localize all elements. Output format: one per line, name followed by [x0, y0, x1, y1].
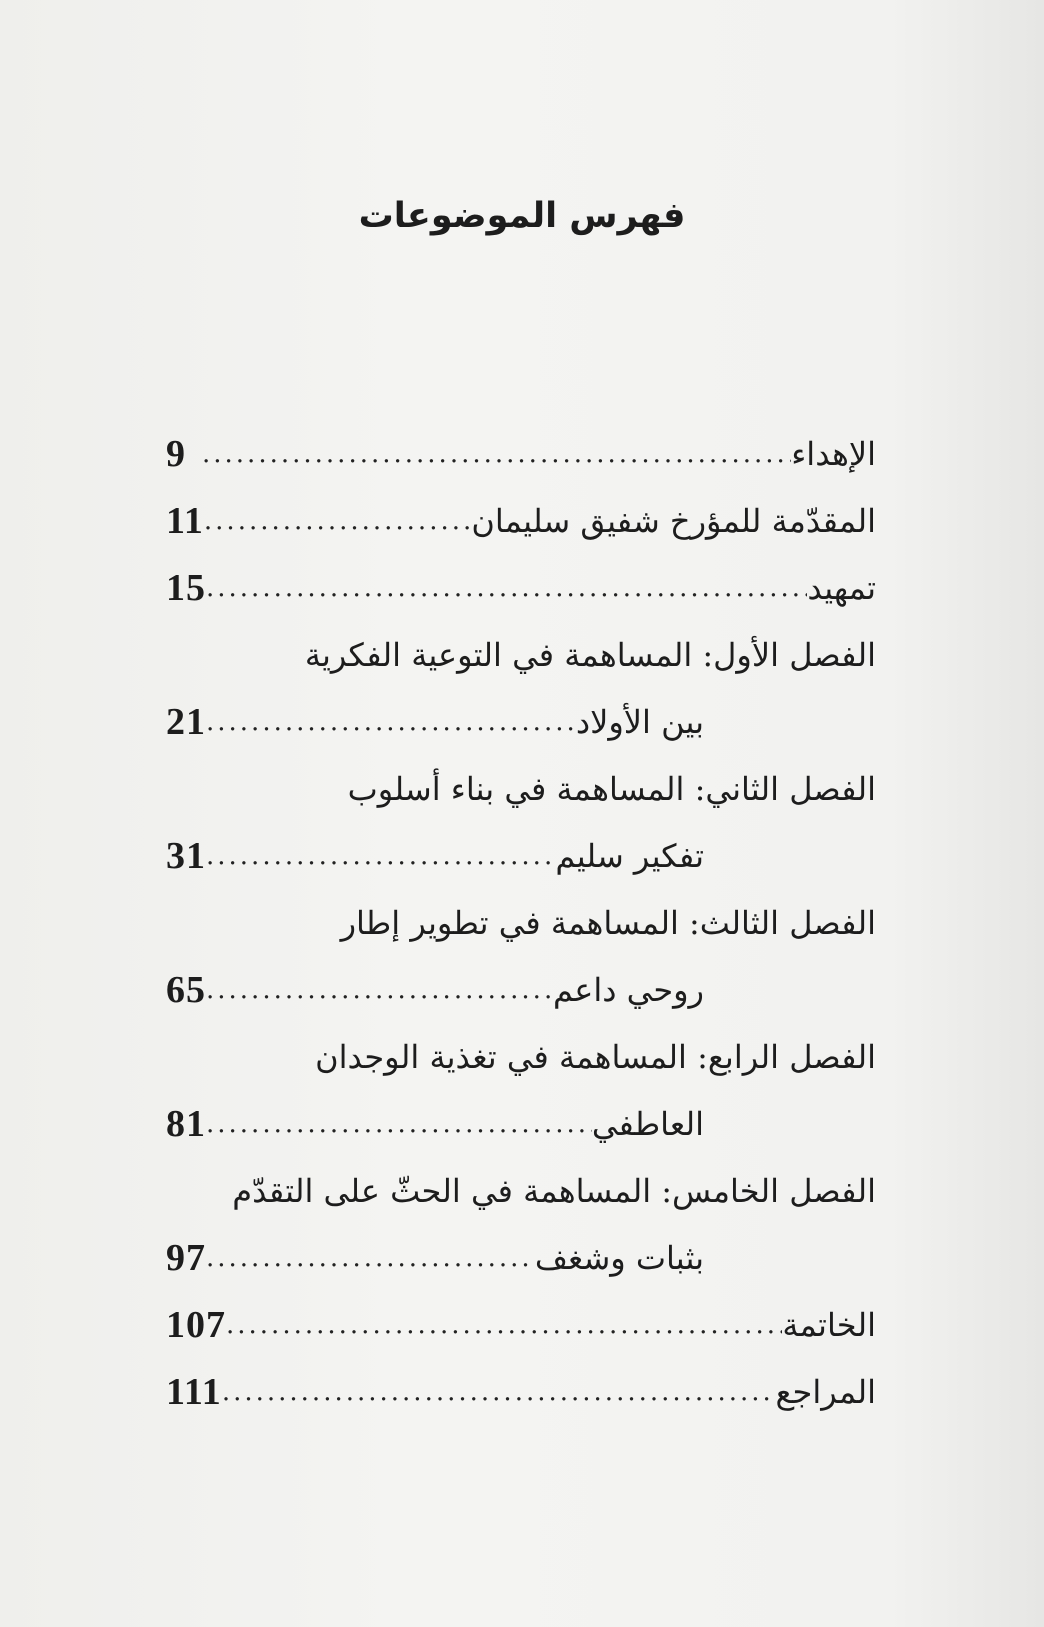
toc-entry-chapter-2: [166, 755, 876, 822]
toc-chapter-heading: الفصل الرابع: المساهمة في تغذية الوجدان: [315, 1037, 876, 1076]
toc-chapter-heading: الفصل الأول: المساهمة في التوعية الفكرية: [304, 635, 876, 674]
dot-leader: [204, 508, 472, 534]
toc-entry-preface: [166, 554, 876, 621]
toc-entry-introduction: [166, 487, 876, 554]
toc-entry-chapter-2-cont: [166, 822, 876, 889]
toc-chapter-heading: الفصل الثاني: المساهمة في بناء أسلوب: [347, 769, 876, 808]
toc-entry-dedication: [166, 420, 876, 487]
toc-entry-chapter-5-cont: [166, 1224, 876, 1291]
toc-page-number: 111: [166, 1370, 222, 1413]
toc-page-number: 31: [166, 834, 206, 877]
toc-page-number: 81: [166, 1102, 206, 1145]
table-of-contents: [166, 420, 876, 1425]
toc-entry-chapter-4: [166, 1023, 876, 1090]
toc-page-number: 65: [166, 968, 206, 1011]
toc-entry-chapter-5: [166, 1157, 876, 1224]
toc-entry-chapter-4-cont: [166, 1090, 876, 1157]
toc-entry-title: بثبات وشغف: [534, 1238, 704, 1277]
toc-page-number: 107: [166, 1303, 226, 1346]
toc-entry-title: المراجع: [775, 1372, 876, 1411]
toc-chapter-heading: الفصل الخامس: المساهمة في الحثّ على التقدّم: [232, 1171, 876, 1210]
toc-entry-title: تمهيد: [807, 568, 876, 607]
toc-page-number: 97: [166, 1236, 206, 1279]
dot-leader: [206, 1111, 592, 1137]
toc-entry-conclusion: [166, 1291, 876, 1358]
dot-leader: [202, 441, 791, 467]
toc-page-number: 11: [166, 499, 204, 542]
toc-entry-title: الخاتمة: [782, 1305, 876, 1344]
dot-leader: [226, 1312, 782, 1338]
dot-leader: [206, 843, 555, 869]
toc-entry-chapter-3-cont: [166, 956, 876, 1023]
toc-entry-references: [166, 1358, 876, 1425]
toc-entry-title: العاطفي: [591, 1104, 704, 1143]
toc-entry-chapter-3: [166, 889, 876, 956]
dot-leader: [206, 709, 576, 735]
dot-leader: [206, 575, 807, 601]
toc-chapter-heading: الفصل الثالث: المساهمة في تطوير إطار: [340, 903, 876, 942]
toc-entry-chapter-1-cont: [166, 688, 876, 755]
toc-entry-title: روحي داعم: [552, 970, 704, 1009]
toc-entry-chapter-1: [166, 621, 876, 688]
toc-page-number: 21: [166, 700, 206, 743]
dot-leader: [206, 977, 553, 1003]
toc-page-number: 15: [166, 566, 206, 609]
toc-entry-title: تفكير سليم: [555, 836, 704, 875]
toc-entry-title: الإهداء: [791, 434, 876, 473]
dot-leader: [206, 1245, 535, 1271]
toc-entry-title: بين الأولاد: [575, 702, 704, 741]
dot-leader: [222, 1379, 776, 1405]
toc-entry-title: المقدّمة للمؤرخ شفيق سليمان: [471, 501, 876, 540]
page-title: فهرس الموضوعات: [358, 196, 686, 236]
toc-page-number: 9: [166, 432, 186, 475]
